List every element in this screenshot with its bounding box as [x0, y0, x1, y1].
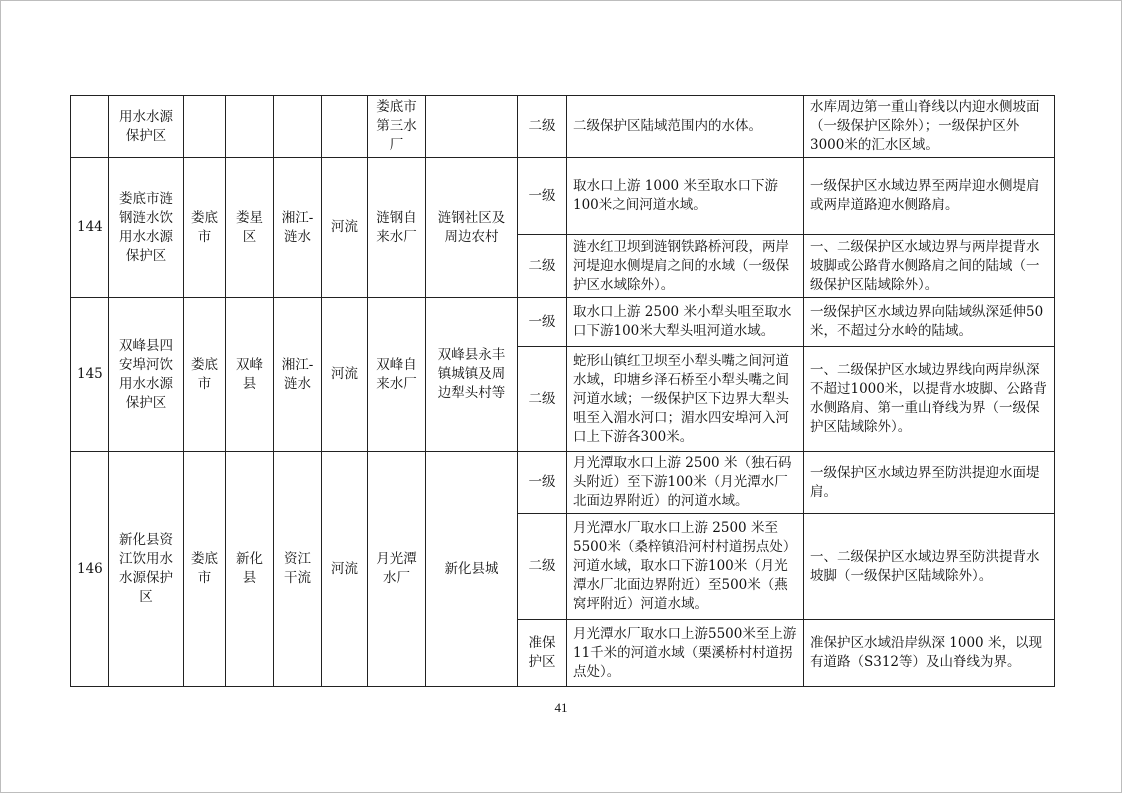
land-area-cell: 一级保护区水域边界向陆域纵深延伸50米，不超过分水岭的陆域。 — [804, 298, 1055, 347]
intake-cell: 娄底市第三水厂 — [368, 96, 426, 158]
water-body-cell: 湘江-涟水 — [274, 158, 322, 298]
zone-level-cell: 准保护区 — [518, 620, 567, 687]
water-area-cell: 月光潭取水口上游 2500 米（独石码头附近）至下游100米（月光潭水厂北面边界附近）的河道水域。 — [567, 452, 804, 514]
source-name-cell: 双峰县四安埠河饮用水水源保护区 — [109, 298, 184, 452]
county-cell: 娄星区 — [226, 158, 274, 298]
type-cell: 河流 — [322, 298, 368, 452]
land-area-cell: 一、二级保护区水域边界至防洪提背水坡脚（一级保护区陆域除外）。 — [804, 514, 1055, 620]
water-area-cell: 月光潭水厂取水口上游 2500 米至5500米（桑梓镇沿河村村道拐点处）河道水域，取水口下游100米（月光潭水厂北面边界附近）至500米（燕窝坪附近）河道水域。 — [567, 514, 804, 620]
type-cell — [322, 96, 368, 158]
land-area-cell: 准保护区水域沿岸纵深 1000 米，以现有道路（S312等）及山脊线为界。 — [804, 620, 1055, 687]
city-cell: 娄底市 — [184, 452, 226, 687]
row-number-cell: 144 — [71, 158, 109, 298]
service-area-cell: 双峰县永丰镇城镇及周边犁头村等 — [426, 298, 518, 452]
water-body-cell: 湘江-涟水 — [274, 298, 322, 452]
county-cell — [226, 96, 274, 158]
city-cell: 娄底市 — [184, 158, 226, 298]
water-area-cell: 涟水红卫坝到涟钢铁路桥河段，两岸河堤迎水侧堤肩之间的水域（一级保护区水域除外）。 — [567, 235, 804, 298]
land-area-cell: 一级保护区水域边界至防洪提迎水面堤肩。 — [804, 452, 1055, 514]
water-body-cell: 资江干流 — [274, 452, 322, 687]
zone-level-cell: 一级 — [518, 158, 567, 235]
intake-cell: 月光潭水厂 — [368, 452, 426, 687]
source-name-cell: 用水水源保护区 — [109, 96, 184, 158]
table-row — [71, 298, 1055, 347]
water-area-cell: 二级保护区陆域范围内的水体。 — [567, 96, 804, 158]
water-area-cell: 取水口上游 2500 米小犁头咀至取水口下游100米大犁头咀河道水域。 — [567, 298, 804, 347]
service-area-cell: 新化县城 — [426, 452, 518, 687]
table-row — [71, 452, 1055, 514]
row-number-cell: 145 — [71, 298, 109, 452]
service-area-cell: 涟钢社区及周边农村 — [426, 158, 518, 298]
protection-zone-table — [70, 95, 1055, 687]
intake-cell: 双峰自来水厂 — [368, 298, 426, 452]
zone-level-cell: 一级 — [518, 298, 567, 347]
land-area-cell: 一级保护区水域边界至两岸迎水侧堤肩或两岸道路迎水侧路肩。 — [804, 158, 1055, 235]
land-area-cell: 一、二级保护区水域边界线向两岸纵深不超过1000米，以提背水坡脚、公路背水侧路肩、第一重山脊线为界（一级保护区陆域除外）。 — [804, 347, 1055, 452]
table-row — [71, 158, 1055, 235]
type-cell: 河流 — [322, 452, 368, 687]
type-cell: 河流 — [322, 158, 368, 298]
county-cell: 新化县 — [226, 452, 274, 687]
zone-level-cell: 二级 — [518, 235, 567, 298]
county-cell: 双峰县 — [226, 298, 274, 452]
zone-level-cell: 二级 — [518, 347, 567, 452]
zone-level-cell: 一级 — [518, 452, 567, 514]
intake-cell: 涟钢自来水厂 — [368, 158, 426, 298]
source-name-cell: 新化县资江饮用水水源保护区 — [109, 452, 184, 687]
service-area-cell — [426, 96, 518, 158]
city-cell: 娄底市 — [184, 298, 226, 452]
page-number: 41 — [554, 700, 568, 715]
zone-level-cell: 二级 — [518, 514, 567, 620]
table-row — [71, 96, 1055, 158]
water-body-cell — [274, 96, 322, 158]
row-number-cell: 146 — [71, 452, 109, 687]
source-name-cell: 娄底市涟钢涟水饮用水水源保护区 — [109, 158, 184, 298]
row-number-cell — [71, 96, 109, 158]
water-area-cell: 月光潭水厂取水口上游5500米至上游11千米的河道水域（栗溪桥村村道拐点处）。 — [567, 620, 804, 687]
land-area-cell: 水库周边第一重山脊线以内迎水侧坡面（一级保护区除外）；一级保护区外3000米的汇水区域。 — [804, 96, 1055, 158]
water-area-cell: 蛇形山镇红卫坝至小犁头嘴之间河道水域，印塘乡泽石桥至小犁头嘴之间河道水域；一级保护区下边界大犁头咀至入湄水河口；湄水四安埠河入河口上下游各300米。 — [567, 347, 804, 452]
water-area-cell: 取水口上游 1000 米至取水口下游100米之间河道水域。 — [567, 158, 804, 235]
zone-level-cell: 二级 — [518, 96, 567, 158]
land-area-cell: 一、二级保护区水域边界与两岸提背水坡脚或公路背水侧路肩之间的陆域（一级保护区陆域除外）。 — [804, 235, 1055, 298]
city-cell — [184, 96, 226, 158]
